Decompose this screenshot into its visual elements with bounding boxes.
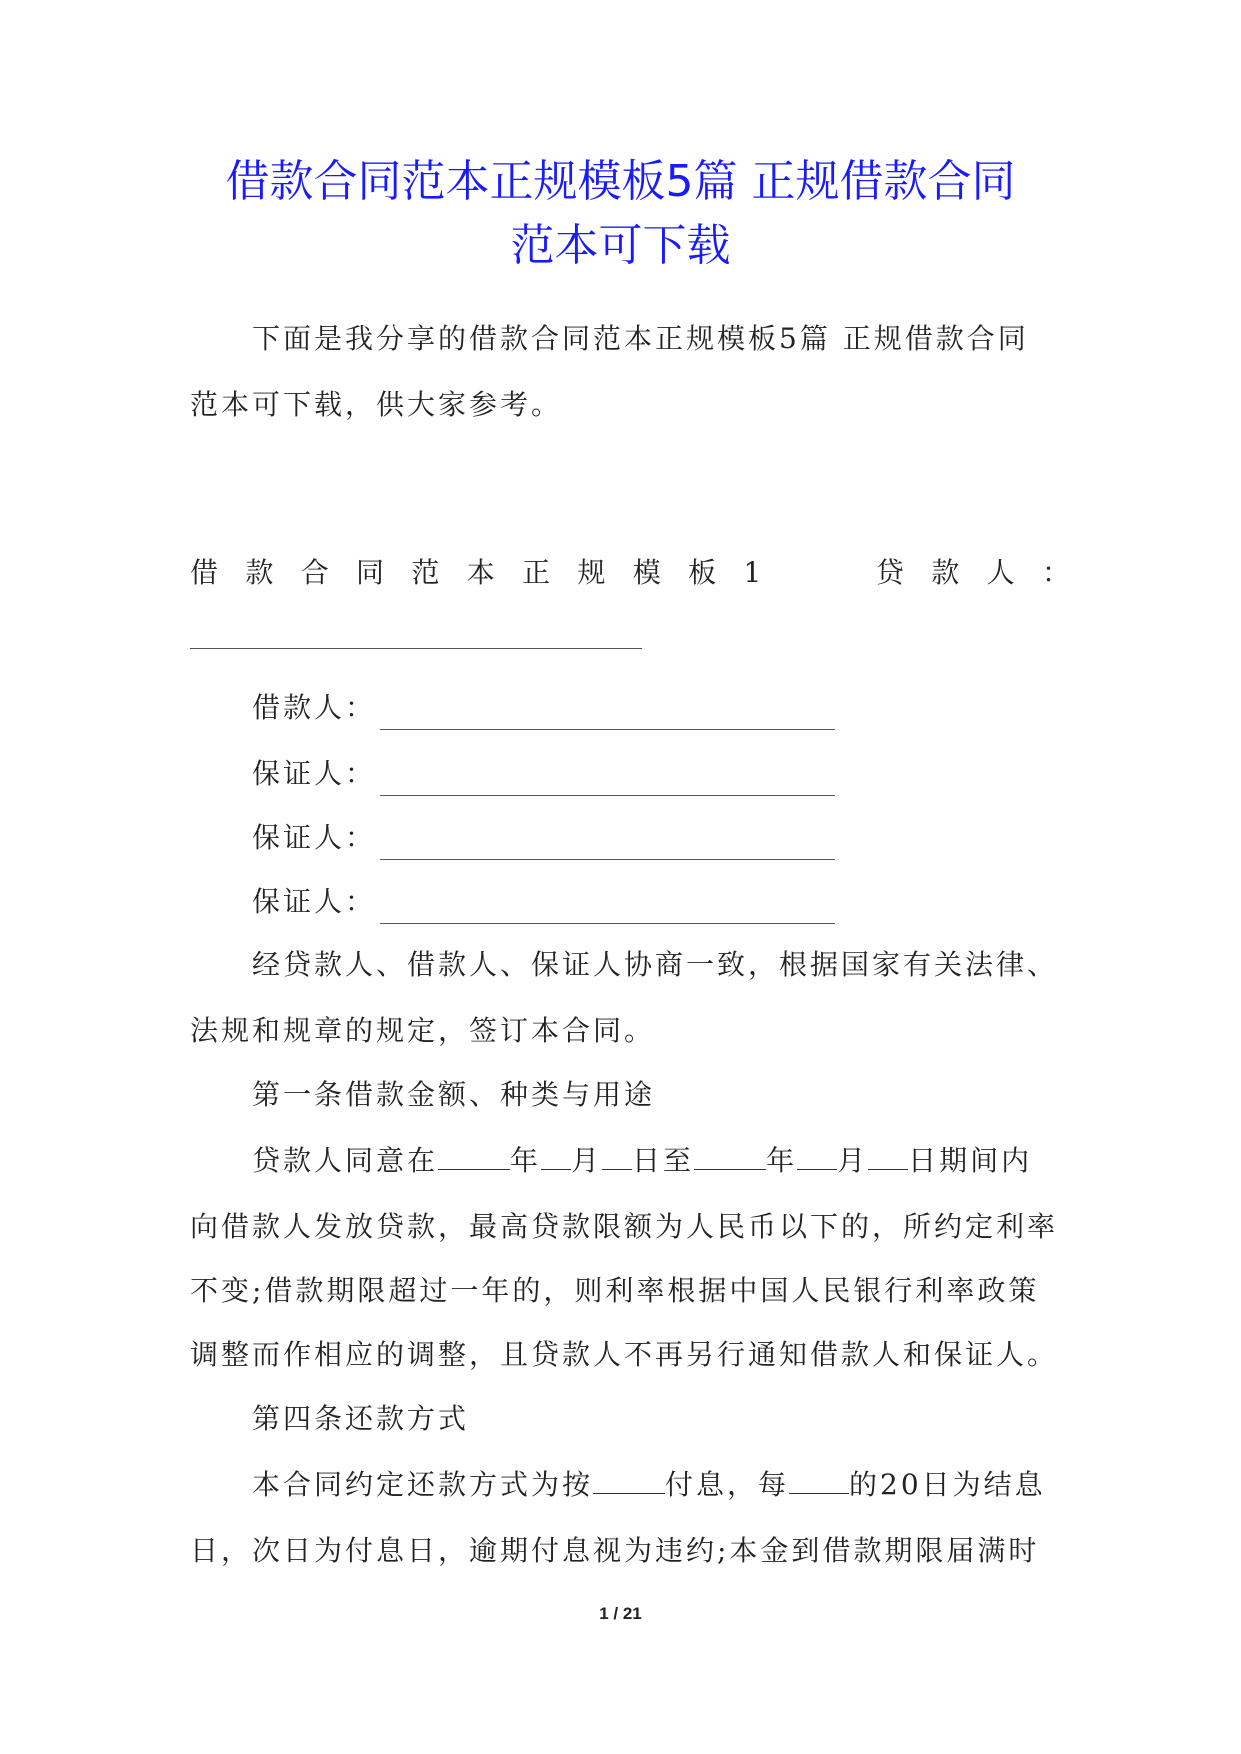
- header-char: 款: [245, 556, 274, 589]
- header-char: 1: [743, 556, 762, 589]
- blank-month-end: [797, 1143, 837, 1170]
- template-1-header: [190, 548, 1070, 598]
- blank-day-end: [868, 1143, 908, 1170]
- party-guarantor-3: [252, 880, 835, 924]
- article-1-heading: 第一条借款金额、种类与用途: [252, 1078, 656, 1111]
- header-char: 范: [411, 556, 440, 589]
- text-segment: 付息，每: [665, 1468, 790, 1501]
- signature-blank: [380, 827, 835, 860]
- text-segment: 月: [571, 1144, 603, 1177]
- article-1-line-4: 调整而作相应的调整，且贷款人不再另行通知借款人和保证人。: [190, 1338, 1059, 1371]
- text-segment: 本合同约定还款方式为按: [252, 1468, 594, 1501]
- text-segment: 年: [510, 1144, 542, 1177]
- article-1-line-3: 不变;借款期限超过一年的，则利率根据中国人民银行利率政策: [190, 1274, 1040, 1307]
- article-1-line-1: [190, 1128, 1132, 1194]
- text-segment: 月: [837, 1144, 869, 1177]
- header-char: 人: [986, 556, 1015, 589]
- party-label: 保证人：: [252, 757, 377, 790]
- title-line-2: 范本可下载: [510, 220, 731, 271]
- article-1-line-2: 向借款人发放贷款，最高贷款限额为人民币以下的，所约定利率: [190, 1210, 1059, 1243]
- party-guarantor-1: [252, 752, 835, 796]
- party-label: 保证人：: [252, 885, 377, 918]
- header-char: 贷: [875, 556, 904, 589]
- signature-blank: [380, 697, 835, 730]
- intro-line-1: 下面是我分享的借款合同范本正规模板5篇 正规借款合同: [252, 322, 1029, 355]
- blank-year-end: [694, 1143, 766, 1170]
- blank-year-start: [438, 1143, 510, 1170]
- header-char: 借: [190, 556, 219, 589]
- blank-repayment-method: [593, 1467, 665, 1494]
- header-char: 本: [466, 556, 495, 589]
- text-segment: 贷款人同意在: [252, 1144, 439, 1177]
- party-guarantor-2: [252, 816, 835, 860]
- article-4-heading: 第四条还款方式: [252, 1402, 470, 1435]
- header-char: 同: [356, 556, 385, 589]
- article-4-line-2: 日，次日为付息日，逾期付息视为违约;本金到借款期限届满时: [190, 1534, 1040, 1567]
- header-char: ：: [1041, 556, 1070, 589]
- document-title: [150, 150, 1091, 278]
- blank-month-start: [541, 1143, 571, 1170]
- blank-day-start: [602, 1143, 632, 1170]
- title-line-1: 借款合同范本正规模板5篇 正规借款合同: [225, 156, 1016, 207]
- text-segment: 年: [766, 1144, 798, 1177]
- header-char: 板: [688, 556, 717, 589]
- page-number: 1 / 21: [599, 1604, 642, 1623]
- header-char: 规: [577, 556, 606, 589]
- party-label: 借款人：: [252, 691, 377, 724]
- blank-period: [789, 1467, 849, 1494]
- signature-blank: [380, 763, 835, 796]
- article-4-line-1: [190, 1452, 1132, 1518]
- header-char: 款: [931, 556, 960, 589]
- header-char: 合: [300, 556, 329, 589]
- text-segment: 日至: [632, 1144, 695, 1177]
- party-borrower: [252, 686, 835, 730]
- lender-blank-line: [190, 648, 642, 649]
- agreement-line-2: 法规和规章的规定，签订本合同。: [190, 1014, 656, 1047]
- party-label: 保证人：: [252, 821, 377, 854]
- signature-blank: [380, 891, 835, 924]
- header-char: 模: [632, 556, 661, 589]
- header-gap: [789, 548, 849, 598]
- header-char: 正: [522, 556, 551, 589]
- text-segment: 日期间内: [908, 1144, 1033, 1177]
- text-segment: 的20日为结息: [849, 1468, 1046, 1501]
- agreement-line-1: 经贷款人、借款人、保证人协商一致，根据国家有关法律、: [252, 948, 1059, 981]
- intro-line-2: 范本可下载，供大家参考。: [190, 388, 563, 421]
